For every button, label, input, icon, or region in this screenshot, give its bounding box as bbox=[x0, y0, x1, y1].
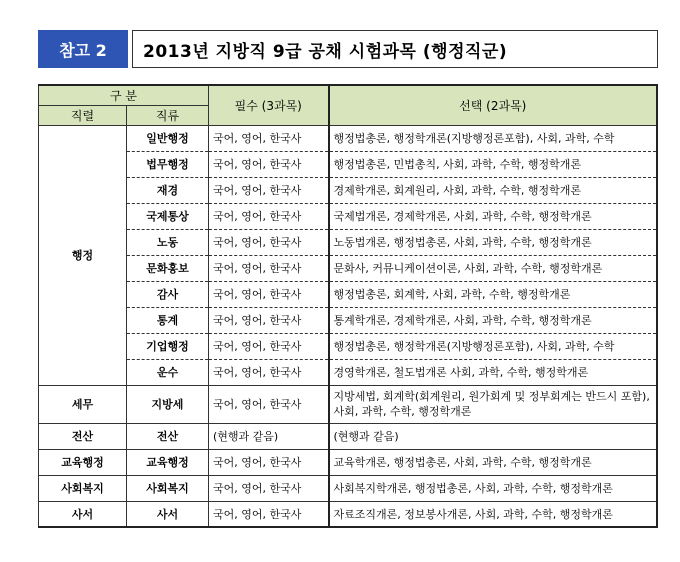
cell-jikryu: 노동 bbox=[127, 229, 209, 255]
table-row bbox=[39, 359, 658, 385]
cell-jikryu: 운수 bbox=[127, 359, 209, 385]
cell-required: 국어, 영어, 한국사 bbox=[209, 177, 329, 203]
cell-optional: 사회복지학개론, 행정법총론, 사회, 과학, 수학, 행정학개론 bbox=[329, 475, 658, 501]
header-group: 구 분 bbox=[39, 85, 209, 105]
cell-jikryu: 사회복지 bbox=[127, 475, 209, 501]
cell-optional: 행정법총론, 민법총칙, 사회, 과학, 수학, 행정학개론 bbox=[329, 151, 658, 177]
cell-jikryu: 국제통상 bbox=[127, 203, 209, 229]
document-title: 2013년 지방직 9급 공채 시험과목 (행정직군) bbox=[132, 30, 658, 68]
table-row bbox=[39, 281, 658, 307]
cell-jikryu: 전산 bbox=[127, 423, 209, 449]
cell-required: 국어, 영어, 한국사 bbox=[209, 307, 329, 333]
cell-jikryu: 일반행정 bbox=[127, 125, 209, 151]
cell-jikryu: 사서 bbox=[127, 501, 209, 527]
cell-required: 국어, 영어, 한국사 bbox=[209, 501, 329, 527]
cell-optional: 국제법개론, 경제학개론, 사회, 과학, 수학, 행정학개론 bbox=[329, 203, 658, 229]
document-header bbox=[38, 30, 658, 68]
cell-optional: (현행과 같음) bbox=[329, 423, 658, 449]
table-row bbox=[39, 255, 658, 281]
cell-required: 국어, 영어, 한국사 bbox=[209, 281, 329, 307]
cell-optional: 경제학개론, 회계원리, 사회, 과학, 수학, 행정학개론 bbox=[329, 177, 658, 203]
cell-jiknyeol: 세무 bbox=[39, 385, 127, 423]
table-row bbox=[39, 385, 658, 423]
cell-optional: 지방세법, 회계학(회계원리, 원가회계 및 정부회계는 반드시 포함), 사회, 과학, 수학, 행정학개론 bbox=[329, 385, 658, 423]
cell-jikryu: 재경 bbox=[127, 177, 209, 203]
table-row bbox=[39, 229, 658, 255]
cell-required: 국어, 영어, 한국사 bbox=[209, 449, 329, 475]
cell-optional: 문화사, 커뮤니케이션이론, 사회, 과학, 수학, 행정학개론 bbox=[329, 255, 658, 281]
cell-optional: 행정법총론, 회계학, 사회, 과학, 수학, 행정학개론 bbox=[329, 281, 658, 307]
cell-optional: 행정법총론, 행정학개론(지방행정론포함), 사회, 과학, 수학 bbox=[329, 333, 658, 359]
cell-required: 국어, 영어, 한국사 bbox=[209, 385, 329, 423]
table-row bbox=[39, 151, 658, 177]
table-row bbox=[39, 125, 658, 151]
exam-subjects-table bbox=[38, 84, 658, 528]
cell-required: 국어, 영어, 한국사 bbox=[209, 229, 329, 255]
cell-jikryu: 통계 bbox=[127, 307, 209, 333]
cell-jiknyeol: 교육행정 bbox=[39, 449, 127, 475]
table-row bbox=[39, 449, 658, 475]
cell-required: 국어, 영어, 한국사 bbox=[209, 255, 329, 281]
cell-jikryu: 법무행정 bbox=[127, 151, 209, 177]
cell-optional: 노동법개론, 행정법총론, 사회, 과학, 수학, 행정학개론 bbox=[329, 229, 658, 255]
cell-jikryu: 감사 bbox=[127, 281, 209, 307]
table-row bbox=[39, 423, 658, 449]
cell-jiknyeol: 전산 bbox=[39, 423, 127, 449]
cell-required: 국어, 영어, 한국사 bbox=[209, 333, 329, 359]
cell-jiknyeol: 행정 bbox=[39, 125, 127, 385]
cell-required: 국어, 영어, 한국사 bbox=[209, 475, 329, 501]
reference-badge: 참고 2 bbox=[38, 30, 128, 68]
cell-required: 국어, 영어, 한국사 bbox=[209, 151, 329, 177]
cell-optional: 경영학개론, 철도법개론 사회, 과학, 수학, 행정학개론 bbox=[329, 359, 658, 385]
table-row bbox=[39, 203, 658, 229]
cell-jikryu: 기업행정 bbox=[127, 333, 209, 359]
cell-jikryu: 교육행정 bbox=[127, 449, 209, 475]
cell-optional: 통계학개론, 경제학개론, 사회, 과학, 수학, 행정학개론 bbox=[329, 307, 658, 333]
cell-required: 국어, 영어, 한국사 bbox=[209, 359, 329, 385]
cell-optional: 행정법총론, 행정학개론(지방행정론포함), 사회, 과학, 수학 bbox=[329, 125, 658, 151]
cell-optional: 교육학개론, 행정법총론, 사회, 과학, 수학, 행정학개론 bbox=[329, 449, 658, 475]
cell-required: (현행과 같음) bbox=[209, 423, 329, 449]
cell-jikryu: 지방세 bbox=[127, 385, 209, 423]
cell-required: 국어, 영어, 한국사 bbox=[209, 125, 329, 151]
table-row bbox=[39, 307, 658, 333]
cell-jiknyeol: 사서 bbox=[39, 501, 127, 527]
table-row bbox=[39, 501, 658, 527]
table-row bbox=[39, 177, 658, 203]
cell-optional: 자료조직개론, 정보봉사개론, 사회, 과학, 수학, 행정학개론 bbox=[329, 501, 658, 527]
table-body bbox=[39, 125, 658, 527]
header-optional: 선택 (2과목) bbox=[329, 85, 658, 125]
cell-required: 국어, 영어, 한국사 bbox=[209, 203, 329, 229]
header-jiknyeol: 직렬 bbox=[39, 105, 127, 125]
header-required: 필수 (3과목) bbox=[209, 85, 329, 125]
header-jikryu: 직류 bbox=[127, 105, 209, 125]
table-row bbox=[39, 333, 658, 359]
table-row bbox=[39, 475, 658, 501]
cell-jikryu: 문화홍보 bbox=[127, 255, 209, 281]
cell-jiknyeol: 사회복지 bbox=[39, 475, 127, 501]
